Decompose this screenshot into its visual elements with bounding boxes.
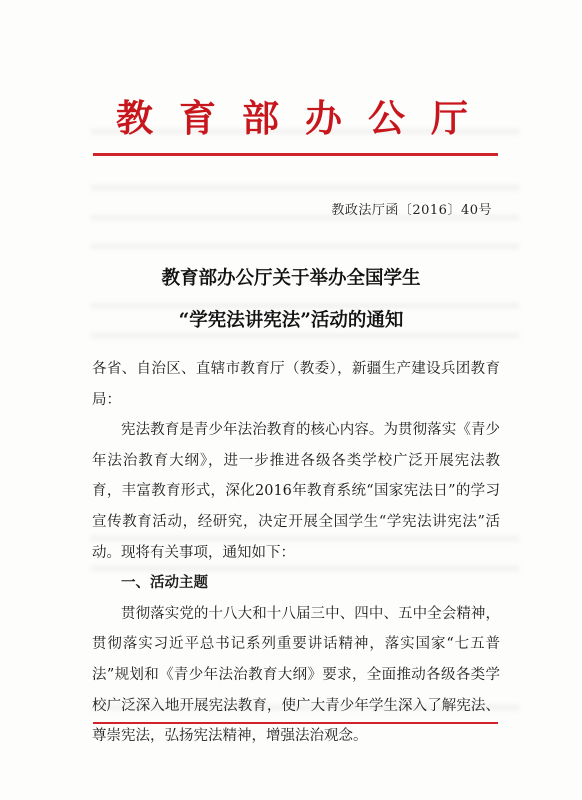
footer-rule — [93, 722, 498, 724]
title-line-2: “学宪法讲宪法”活动的通知 — [178, 310, 404, 331]
title-line-1: 教育部办公厅关于举办全国学生 — [161, 268, 421, 289]
bleed-through-line — [90, 243, 520, 250]
document-title — [0, 258, 582, 342]
addressee: 各省、自治区、直辖市教育厅（教委），新疆生产建设兵团教育局： — [92, 361, 500, 408]
section-heading-theme: 一、活动主题 — [121, 574, 208, 592]
bleed-through-line — [90, 184, 520, 191]
document-number: 教政法厅函〔2016〕40号 — [331, 203, 492, 218]
paragraph-intro: 宪法教育是青少年法治教育的核心内容。为贯彻落实《青少年法治教育大纲》，进一步推进各级各类学校广泛开展宪法教育，丰富教育形式，深化2016年教育系统“国家宪法日”的学习宣传教育活动，经研究，决定开展全国学生“学宪法讲宪法”活动。现将有关事项，通知如下： — [92, 422, 500, 561]
paragraph-theme: 贯彻落实党的十八大和十八届三中、四中、五中全会精神，贯彻落实习近平总书记系列重要讲话精神，落实国家“七五普法”规划和《青少年法治教育大纲》要求，全面推动各级各类学校广泛深入地开展宪法教育，使广大青少年学生深入了解宪法、尊崇宪法，弘扬宪法精神，增强法治观念。 — [92, 605, 500, 745]
document-body — [92, 354, 500, 752]
letterhead-rule — [93, 153, 498, 156]
letterhead-title: 教育部办公厅 — [116, 96, 494, 140]
